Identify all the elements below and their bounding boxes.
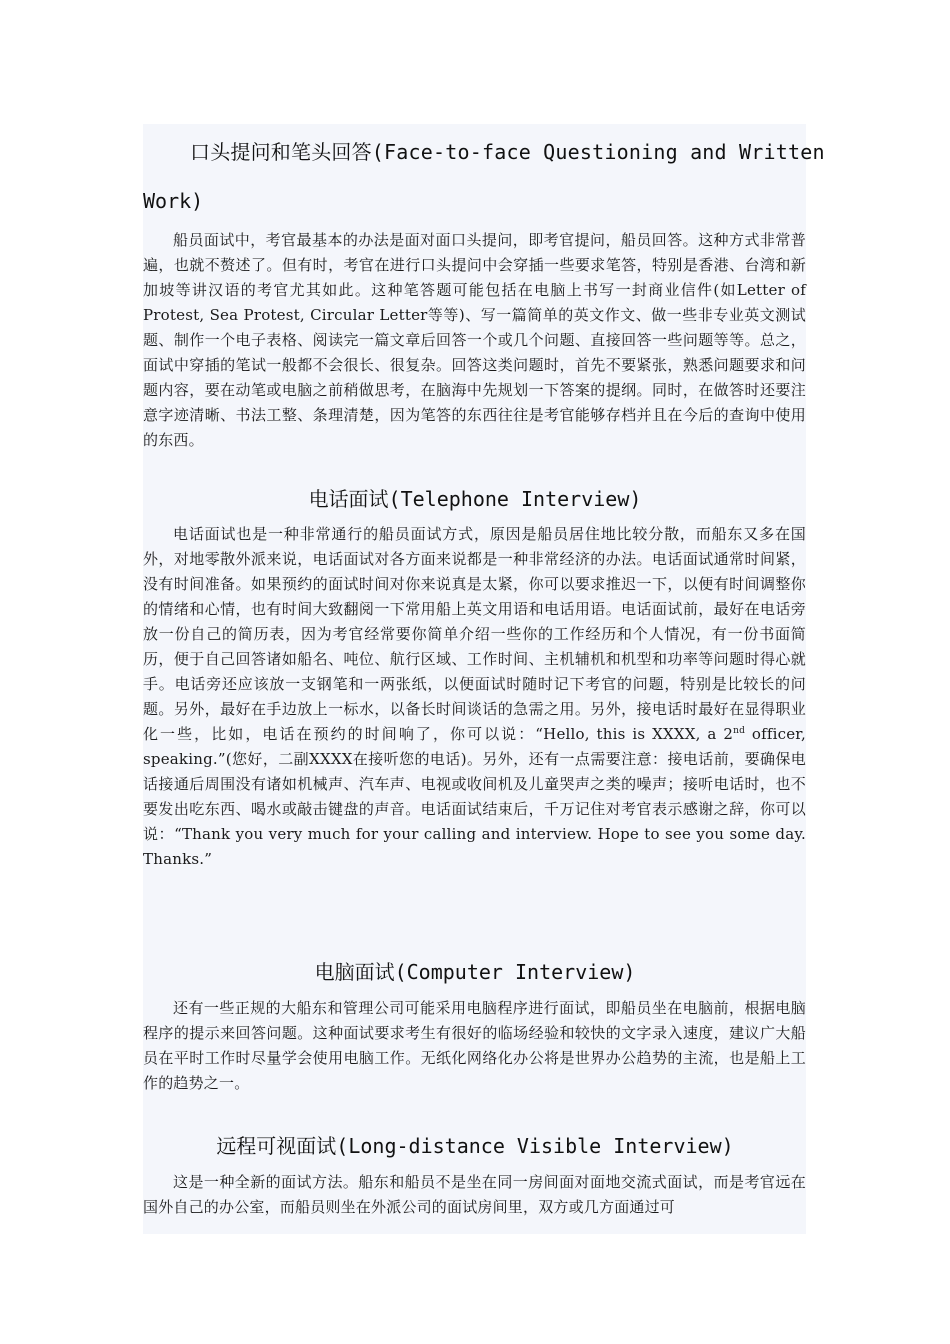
ordinal-superscript: nd	[733, 726, 746, 736]
section-paragraph-long-distance: 这是一种全新的面试方法。船东和船员不是坐在同一房间面对面地交流式面试，而是考官远在国外自己的办公室，而船员则坐在外派公司的面试房间里，双方或几方面通过可	[143, 1173, 806, 1216]
section-paragraph-face-to-face: 船员面试中，考官最基本的办法是面对面口头提问，即考官提问，船员回答。这种方式非常普遍，也就不赘述了。但有时，考官在进行口头提问中会穿插一些要求笔答，特别是香港、台湾和新加坡等讲汉语的考官尤其如此。这种笔答题可能包括在电脑上书写一封商业信件(如Letter of Protest, Sea Protest, Circular Letter等等)、写一篇简单的英文作文、做一些非专业英文测试题、制作一个电子表格、阅读完一篇文章后回答一个或几个问题、直接回答一些问题等等。总之，面试中穿插的笔试一般都不会很长、很复杂。回答这类问题时，首先不要紧张，熟悉问题要求和问题内容，要在动笔或电脑之前稍做思考，在脑海中先规划一下答案的提纲。同时，在做答时还要注意字迹清晰、书法工整、条理清楚，因为笔答的东西往往是考官能够存档并且在今后的查询中使用的东西。	[143, 231, 806, 449]
telephone-text-part-1: 电话面试也是一种非常通行的船员面试方式，原因是船员居住地比较分散，而船东又多在国外，对地零散外派来说，电话面试对各方面来说都是一种非常经济的办法。电话面试通常时间紧，没有时间准备。如果预约的面试时间对你来说真是太紧，你可以要求推迟一下，以便有时间调整你的情绪和心情，也有时间大致翻阅一下常用船上英文用语和电话用语。电话面试前，最好在电话旁放一份自己的简历表，因为考官经常要你简单介绍一些你的工作经历和个人情况，有一份书面简历，便于自己回答诸如船名、吨位、航行区域、工作时间、主机辅机和机型和功率等问题时得心就手。电话旁还应该放一支钢笔和一两张纸，以便面试时随时记下考官的问题，特别是比较长的问题。另外，最好在手边放上一标水，以备长时间谈话的急需之用。另外，接电话时最好在显得职业化一些，比如，电话在预约的时间响了，你可以说：“Hello, this is XXXX, a 2	[143, 525, 806, 743]
section-heading-telephone: 电话面试(Telephone Interview)	[308, 487, 642, 511]
section-paragraph-telephone	[143, 522, 806, 872]
telephone-text-part-2: officer, speaking.”(您好，二副XXXX在接听您的电话)。另外，还有一点需要注意：接电话前，要确保电话接通后周围没有诸如机械声、汽车声、电视或收间机及儿童哭声之类的噪声；接听电话时，也不要发出吃东西、喝水或敲击键盘的声音。电话面试结束后，千万记住对考官表示感谢之辞，你可以说：“Thank you very much for your calling and interview. Hope to see you some day. Thanks.”	[143, 725, 806, 868]
section-heading-face-to-face-continued: Work)	[143, 189, 204, 213]
section-heading-long-distance: 远程可视面试(Long-distance Visible Interview)	[216, 1134, 734, 1158]
section-heading-computer: 电脑面试(Computer Interview)	[314, 960, 636, 984]
section-heading-face-to-face: 口头提问和笔头回答(Face-to-face Questioning and Written	[190, 140, 825, 164]
section-paragraph-computer: 还有一些正规的大船东和管理公司可能采用电脑程序进行面试，即船员坐在电脑前，根据电脑程序的提示来回答问题。这种面试要求考生有很好的临场经验和较快的文字录入速度，建议广大船员在平时工作时尽量学会使用电脑工作。无纸化网络化办公将是世界办公趋势的主流，也是船上工作的趋势之一。	[143, 999, 806, 1092]
